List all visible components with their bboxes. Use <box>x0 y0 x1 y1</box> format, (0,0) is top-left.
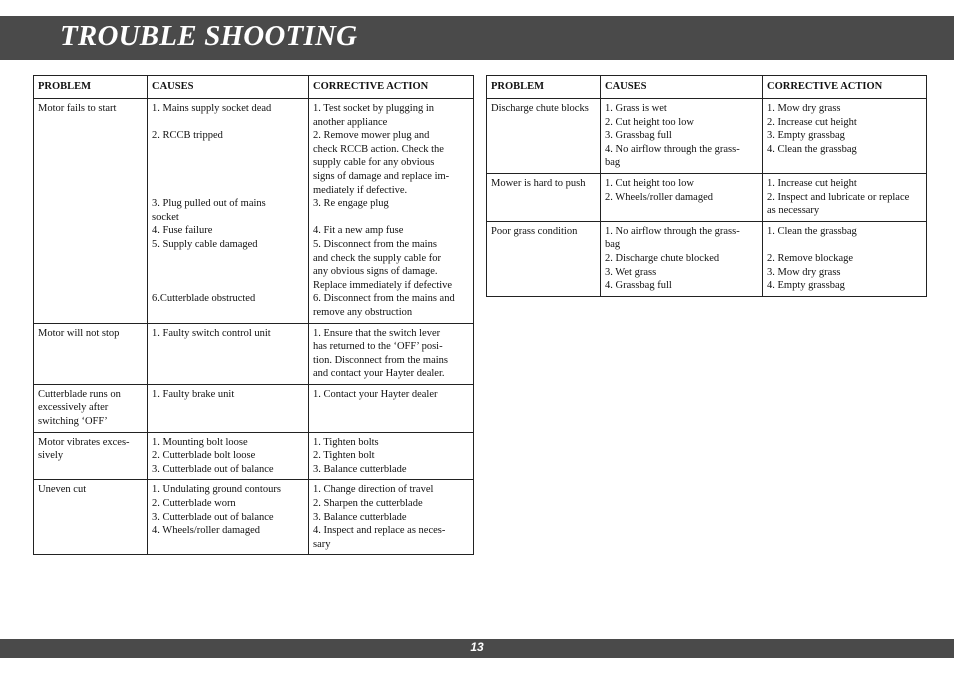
header-corrective-action: CORRECTIVE ACTION <box>309 76 474 99</box>
action-line: 5. Disconnect from the mains <box>313 238 437 250</box>
header-problem: PROBLEM <box>487 76 601 99</box>
header-causes: CAUSES <box>148 76 309 99</box>
table-header-row <box>487 76 927 99</box>
action-line: has returned to the ‘OFF’ posi- <box>313 341 443 353</box>
title-bar <box>0 16 954 60</box>
causes-cell <box>601 173 763 221</box>
problem-cell <box>487 99 601 174</box>
spacer <box>152 116 305 130</box>
table-row <box>487 173 927 221</box>
right-troubleshooting-table <box>486 75 927 297</box>
causes-cell <box>601 221 763 296</box>
action-line: 6. Disconnect from the mains and <box>313 293 455 305</box>
cause-line: 1. Faulty switch control unit <box>152 327 271 339</box>
cause-line: 5. Supply cable damaged <box>152 238 258 250</box>
problem-cell <box>34 432 148 480</box>
table-header-row <box>34 76 474 99</box>
causes-cell <box>148 384 309 432</box>
spacer <box>767 238 923 252</box>
actions-cell <box>309 384 474 432</box>
actions-cell <box>309 323 474 384</box>
cause-line: 1. Mains supply socket dead <box>152 103 272 114</box>
table-row <box>34 480 474 555</box>
header-causes: CAUSES <box>601 76 763 99</box>
action-line: 1. Tighten bolts <box>313 436 379 448</box>
table-row <box>34 432 474 480</box>
problem-text: Discharge chute blocks <box>491 103 589 114</box>
action-line: 2. Sharpen the cutterblade <box>313 498 423 510</box>
action-line: remove any obstruction <box>313 306 413 318</box>
causes-cell <box>148 480 309 555</box>
cause-line: 1. Undulating ground contours <box>152 484 281 496</box>
spacer <box>152 156 305 170</box>
spacer <box>313 211 470 225</box>
action-line: 4. Empty grassbag <box>767 280 845 292</box>
cause-line: 3. Cutterblade out of balance <box>152 463 274 475</box>
cause-line: 1. Cut height too low <box>605 177 694 189</box>
action-line: 2. Remove blockage <box>767 252 854 264</box>
cause-line: 1. Mounting bolt loose <box>152 436 248 448</box>
action-line: tion. Disconnect from the mains <box>313 354 449 366</box>
action-line: 1. Clean the grassbag <box>767 225 857 237</box>
problem-cell <box>487 221 601 296</box>
cause-line: 2. Cutterblade bolt loose <box>152 450 256 462</box>
action-line: 3. Re engage plug <box>313 198 389 210</box>
problem-cell <box>34 323 148 384</box>
page-number: 13 <box>470 640 484 654</box>
spacer <box>152 279 305 293</box>
actions-cell <box>309 432 474 480</box>
problem-text: sively <box>38 450 64 462</box>
header-problem: PROBLEM <box>34 76 148 99</box>
action-line: 4. Fit a new amp fuse <box>313 225 404 237</box>
left-troubleshooting-table <box>33 75 474 555</box>
action-line: 1. Increase cut height <box>767 177 857 189</box>
cause-line: 3. Plug pulled out of mains <box>152 198 266 210</box>
causes-cell <box>148 99 309 324</box>
action-line: supply cable for any obvious <box>313 157 435 169</box>
action-line: 1. Contact your Hayter dealer <box>313 388 438 400</box>
action-line: check RCCB action. Check the <box>313 143 444 155</box>
action-line: 2. Inspect and lubricate or replace <box>767 191 910 203</box>
cause-line: 4. No airflow through the grass- <box>605 143 740 155</box>
cause-line: 3. Grassbag full <box>605 130 672 142</box>
cause-line: 4. Grassbag full <box>605 280 672 292</box>
cause-line: 2. Cut height too low <box>605 116 694 128</box>
problem-text: excessively after <box>38 402 109 414</box>
cause-line: 2. Wheels/roller damaged <box>605 191 713 203</box>
cause-line: 4. Wheels/roller damaged <box>152 525 260 537</box>
problem-cell <box>487 173 601 221</box>
actions-cell <box>309 99 474 324</box>
causes-cell <box>148 432 309 480</box>
spacer <box>152 184 305 198</box>
causes-cell <box>148 323 309 384</box>
action-line: 3. Mow dry grass <box>767 266 841 278</box>
action-line: 4. Clean the grassbag <box>767 143 857 155</box>
action-line: 1. Test socket by plugging in <box>313 103 434 114</box>
problem-text: Motor will not stop <box>38 327 120 339</box>
problem-text: Motor vibrates exces- <box>38 436 130 448</box>
action-line: 3. Empty grassbag <box>767 130 845 142</box>
action-line: mediately if defective. <box>313 184 408 196</box>
action-line: 2. Remove mower plug and <box>313 130 430 142</box>
table-row <box>34 384 474 432</box>
action-line: 4. Inspect and replace as neces- <box>313 525 446 537</box>
problem-text: Cutterblade runs on <box>38 388 121 400</box>
cause-line: bag <box>605 239 621 251</box>
action-line: and check the supply cable for <box>313 252 441 264</box>
problem-text: Mower is hard to push <box>491 177 586 189</box>
problem-text: switching ‘OFF’ <box>38 416 108 428</box>
spacer <box>152 265 305 279</box>
header-corrective-action: CORRECTIVE ACTION <box>763 76 927 99</box>
table-row <box>34 323 474 384</box>
cause-line: 1. Faulty brake unit <box>152 388 235 400</box>
spacer <box>152 170 305 184</box>
action-line: Replace immediately if defective <box>313 279 453 291</box>
action-line: 3. Balance cutterblade <box>313 463 407 475</box>
action-line: signs of damage and replace im- <box>313 170 450 182</box>
cause-line: 2. Cutterblade worn <box>152 498 236 510</box>
page-title: TROUBLE SHOOTING <box>60 20 358 52</box>
cause-line: 1. No airflow through the grass- <box>605 225 740 237</box>
cause-line: 2. RCCB tripped <box>152 130 223 142</box>
problem-text: Uneven cut <box>38 484 87 496</box>
cause-line: 3. Cutterblade out of balance <box>152 511 274 523</box>
actions-cell <box>309 480 474 555</box>
action-line: as necessary <box>767 205 820 217</box>
cause-line: socket <box>152 211 179 223</box>
problem-cell <box>34 384 148 432</box>
action-line: another appliance <box>313 116 388 128</box>
action-line: 1. Change direction of travel <box>313 484 434 496</box>
spacer <box>152 252 305 266</box>
causes-cell <box>601 99 763 174</box>
problem-cell <box>34 480 148 555</box>
spacer <box>152 143 305 157</box>
table-row <box>34 99 474 324</box>
action-line: and contact your Hayter dealer. <box>313 368 445 380</box>
action-line: sary <box>313 538 331 550</box>
actions-cell <box>763 221 927 296</box>
cause-line: 1. Grass is wet <box>605 103 667 114</box>
problem-text: Poor grass condition <box>491 225 578 237</box>
action-line: 1. Mow dry grass <box>767 103 841 114</box>
cause-line: 3. Wet grass <box>605 266 657 278</box>
cause-line: 4. Fuse failure <box>152 225 213 237</box>
problem-cell <box>34 99 148 324</box>
action-line: 2. Tighten bolt <box>313 450 375 462</box>
problem-text: Motor fails to start <box>38 103 117 114</box>
cause-line: bag <box>605 157 621 169</box>
actions-cell <box>763 99 927 174</box>
action-line: 3. Balance cutterblade <box>313 511 407 523</box>
cause-line: 2. Discharge chute blocked <box>605 252 720 264</box>
cause-line: 6.Cutterblade obstructed <box>152 293 256 305</box>
action-line: 2. Increase cut height <box>767 116 857 128</box>
action-line: 1. Ensure that the switch lever <box>313 327 441 339</box>
action-line: any obvious signs of damage. <box>313 266 438 278</box>
table-row <box>487 221 927 296</box>
table-row <box>487 99 927 174</box>
footer-bar <box>0 639 954 658</box>
actions-cell <box>763 173 927 221</box>
